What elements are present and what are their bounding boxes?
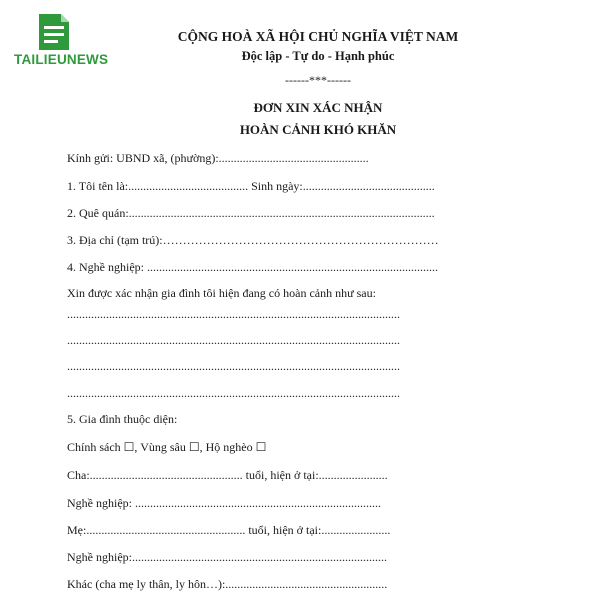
logo-text: TAILIEUNEWS bbox=[14, 52, 109, 67]
hometown-line: 2. Quê quán:...................................................................................................... bbox=[67, 206, 435, 220]
document-subtitle: HOÀN CẢNH KHÓ KHĂN bbox=[239, 122, 397, 137]
name-line: 1. Tôi tên là:........................................ Sinh ngày:............................................ bbox=[67, 179, 435, 193]
blank-line-4: ............................................................................................................... bbox=[67, 386, 400, 400]
document-title: ĐƠN XIN XÁC NHẬN bbox=[253, 100, 383, 115]
father-line: Cha:................................................... tuổi, hiện ở tại:....................... bbox=[67, 468, 388, 482]
address-line: 3. Địa chỉ (tạm trú):…………………………………………………………… bbox=[67, 233, 439, 247]
separator: ------***------ bbox=[285, 73, 351, 87]
occupation-line: 4. Nghề nghiệp: ................................................................................................. bbox=[67, 260, 438, 274]
request-line: Xin được xác nhận gia đình tôi hiện đang có hoàn cảnh như sau: bbox=[67, 286, 376, 300]
country-heading: CỘNG HOÀ XÃ HỘI CHỦ NGHĨA VIỆT NAM bbox=[177, 29, 459, 44]
blank-line-1: ............................................................................................................... bbox=[67, 307, 400, 321]
father-occupation-line: Nghề nghiệp: .................................................................................. bbox=[67, 496, 381, 510]
blank-line-3: ............................................................................................................... bbox=[67, 359, 400, 373]
mother-occupation-line: Nghề nghiệp:..................................................................................... bbox=[67, 550, 387, 564]
mother-line: Mẹ:..................................................... tuổi, hiện ở tại:....................... bbox=[67, 523, 391, 537]
recipient-line: Kính gửi: UBND xã, (phường):.................................................. bbox=[67, 151, 369, 165]
motto: Độc lập - Tự do - Hạnh phúc bbox=[241, 49, 395, 63]
blank-line-2: ............................................................................................................... bbox=[67, 333, 400, 347]
other-line: Khác (cha mẹ ly thân, ly hôn…):...................................................... bbox=[67, 577, 388, 591]
section5-heading: 5. Gia đình thuộc diện: bbox=[67, 412, 178, 426]
categories-line: Chính sách ☐, Vùng sâu ☐, Hộ nghèo ☐ bbox=[67, 440, 267, 454]
